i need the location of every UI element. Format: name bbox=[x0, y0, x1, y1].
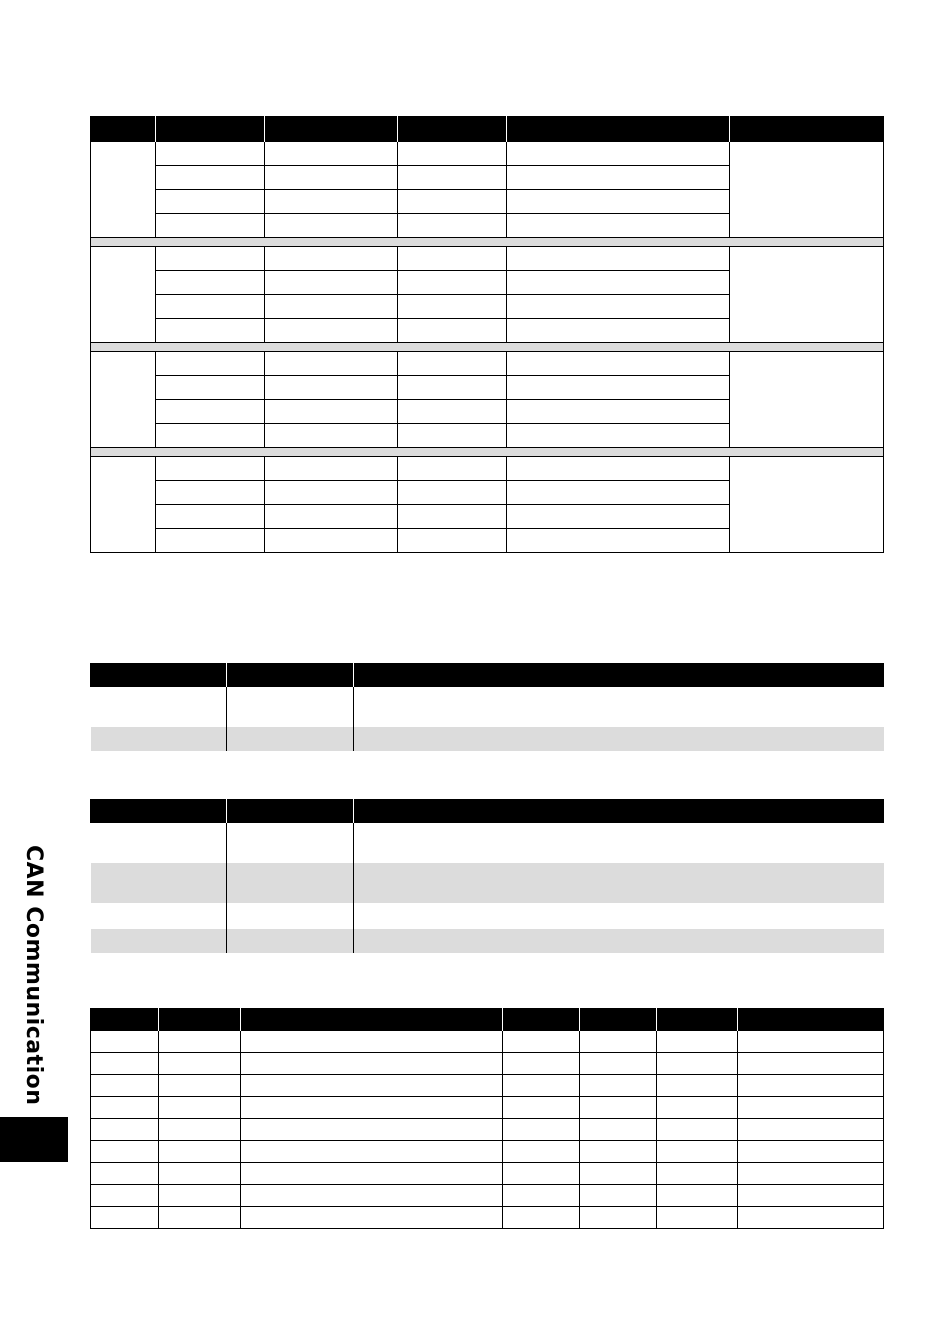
table-row bbox=[91, 903, 884, 929]
table-3 bbox=[90, 799, 884, 953]
side-tab-title: CAN Communication bbox=[21, 845, 46, 1106]
table-row bbox=[91, 1052, 884, 1074]
table-1 bbox=[90, 116, 884, 553]
table-row bbox=[91, 1206, 884, 1228]
table-row bbox=[91, 1140, 884, 1162]
table-row bbox=[91, 687, 884, 727]
table-header bbox=[91, 663, 884, 687]
table-row bbox=[91, 727, 884, 751]
table-row bbox=[91, 1118, 884, 1140]
side-tab-marker bbox=[0, 1117, 68, 1162]
table-row bbox=[91, 929, 884, 953]
table-header bbox=[91, 799, 884, 823]
table-row bbox=[91, 1074, 884, 1096]
table-row bbox=[91, 1030, 884, 1052]
table-row bbox=[91, 351, 884, 375]
table-row bbox=[91, 1162, 884, 1184]
table-row bbox=[91, 1184, 884, 1206]
table-row bbox=[91, 141, 884, 165]
table-row bbox=[91, 456, 884, 480]
table-row bbox=[91, 1096, 884, 1118]
table-2 bbox=[90, 663, 884, 751]
table-row bbox=[91, 863, 884, 903]
group-separator bbox=[91, 342, 884, 351]
group-separator bbox=[91, 237, 884, 246]
table-header bbox=[91, 1008, 884, 1030]
table-row bbox=[91, 823, 884, 863]
table-4 bbox=[90, 1008, 884, 1229]
table-row bbox=[91, 246, 884, 270]
group-separator bbox=[91, 447, 884, 456]
table-header bbox=[91, 116, 884, 141]
